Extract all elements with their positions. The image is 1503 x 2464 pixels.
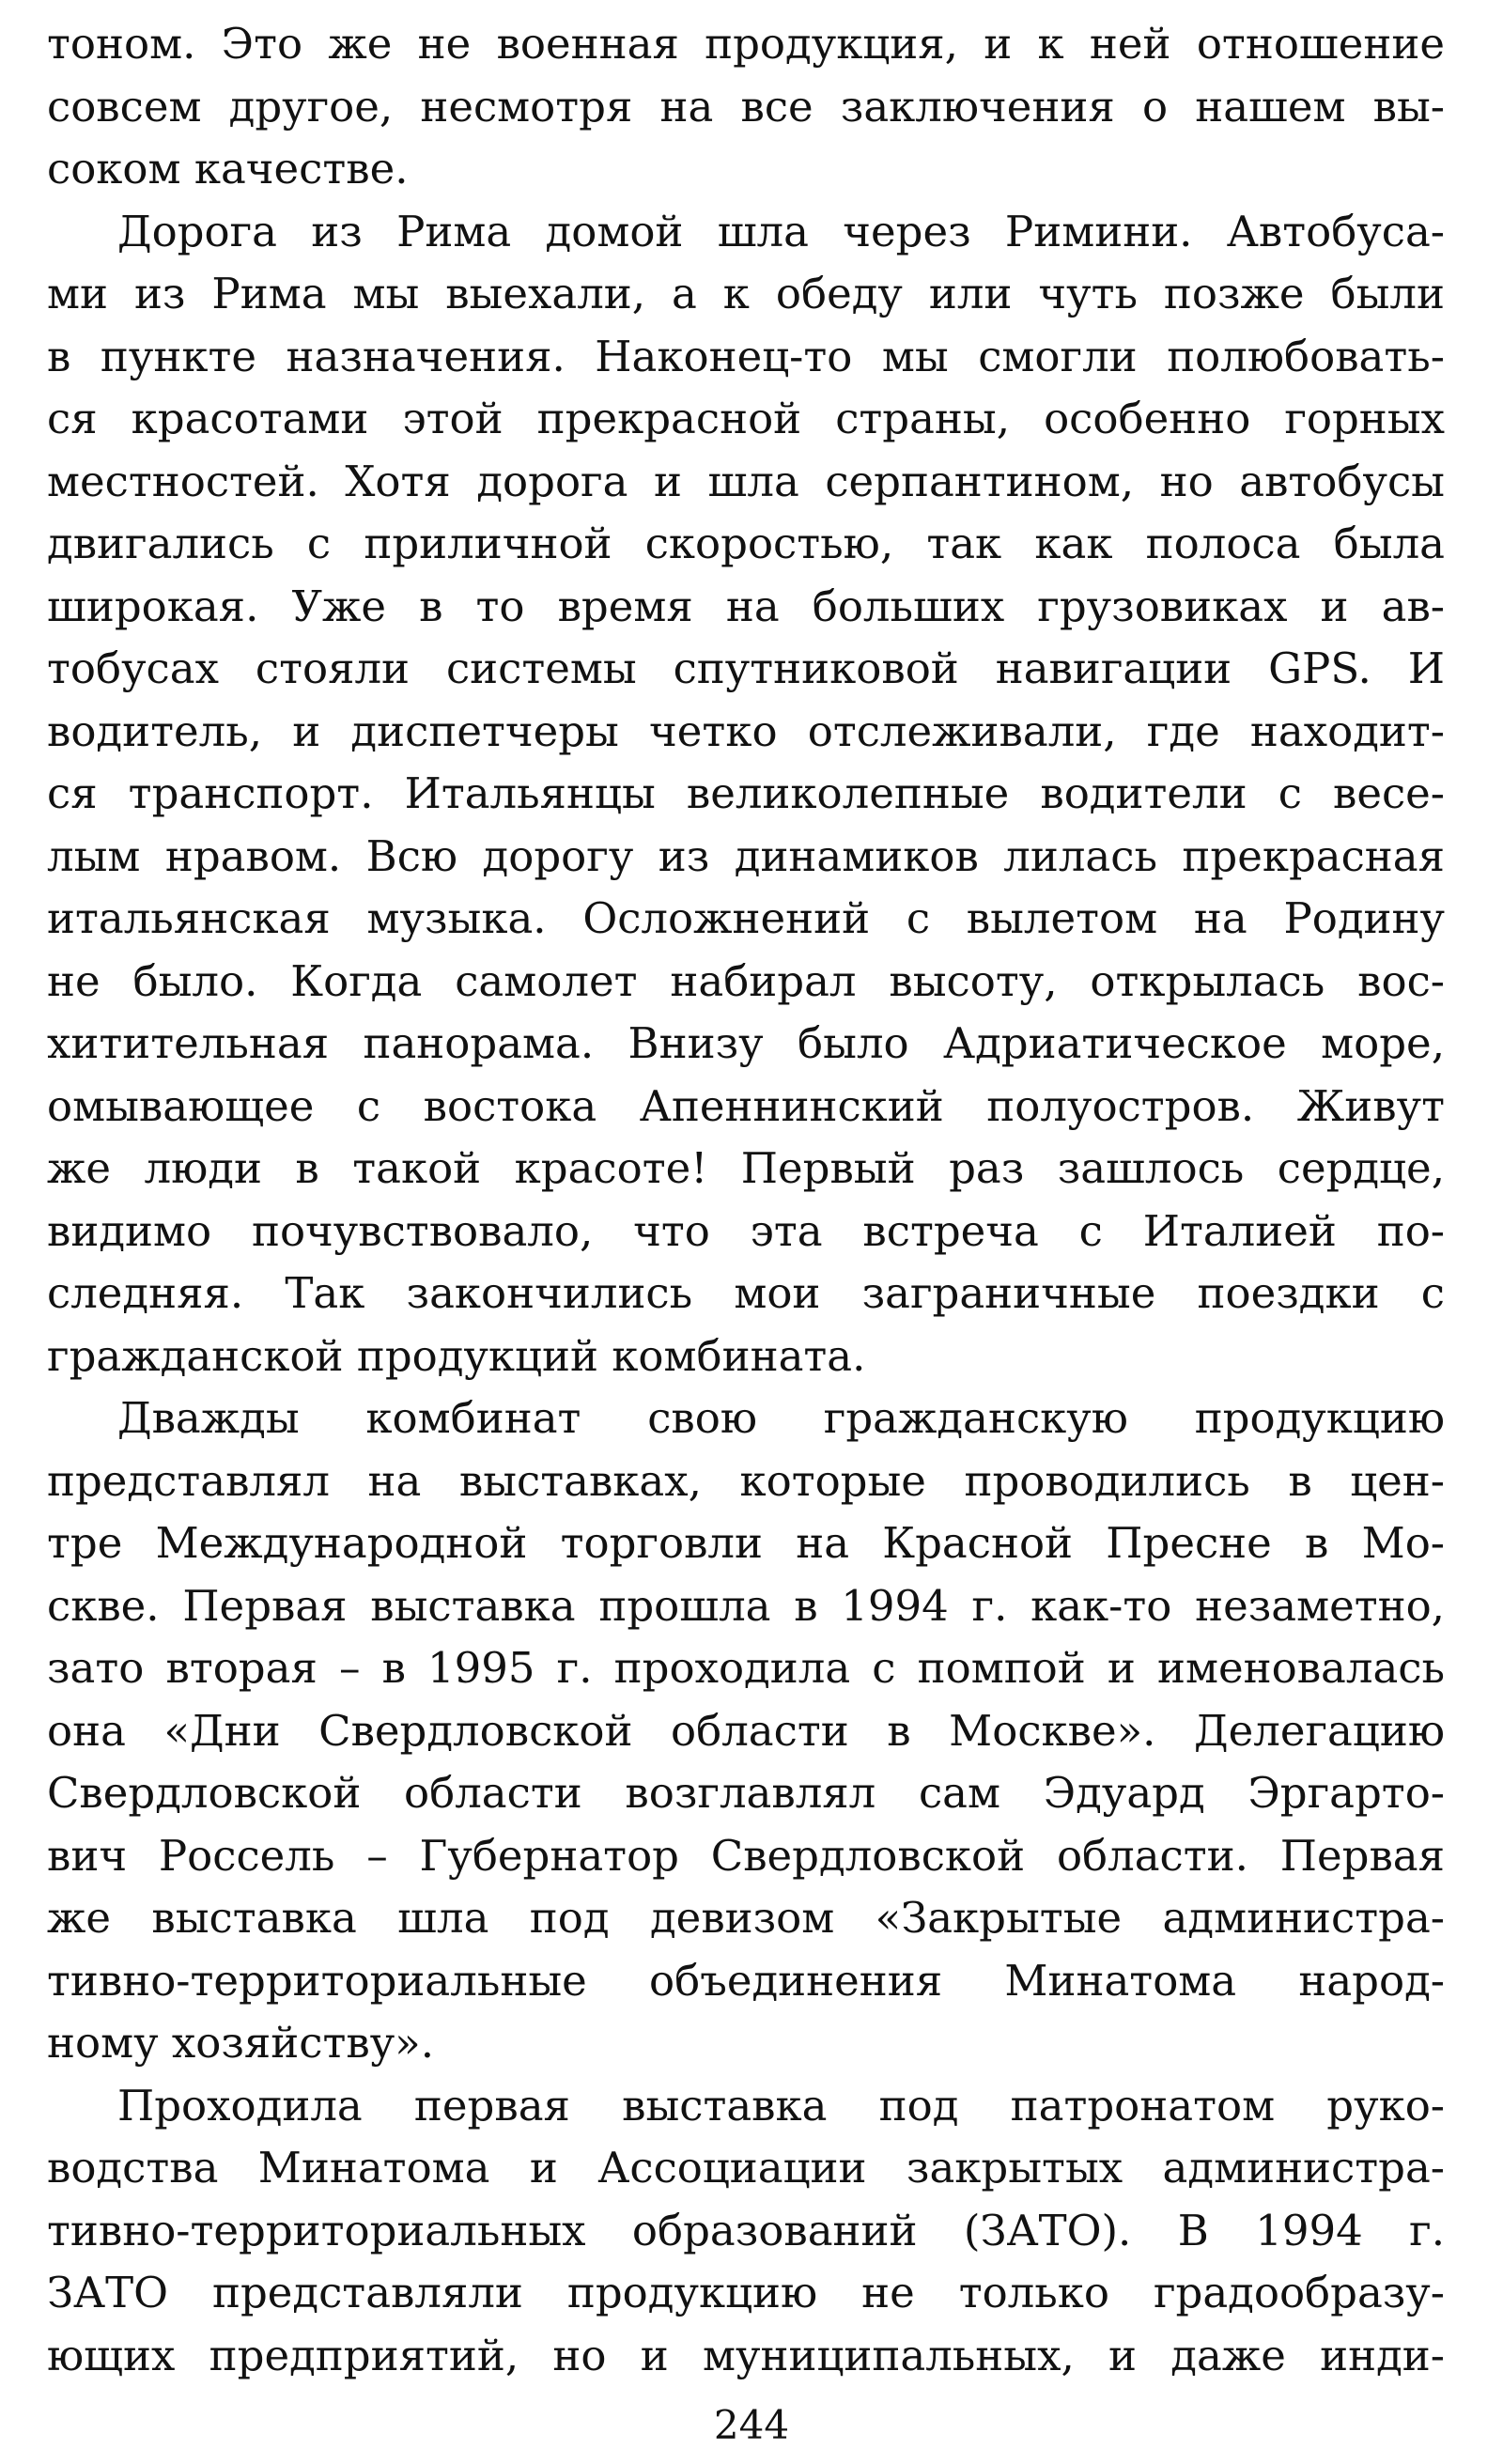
text-line: тивно-территориальных образований (ЗАТО). В 1994 г. [47, 2205, 1445, 2255]
text-line: широкая. Уже в то время на больших грузовиках и ав- [47, 581, 1445, 631]
text-line: представлял на выставках, которые проводились в цен- [47, 1455, 1445, 1506]
text-line: не было. Когда самолет набирал высоту, открылась вос- [47, 955, 1445, 1006]
text-line: омывающее с востока Апеннинский полуостров. Живут [47, 1080, 1445, 1131]
text-line: же выставка шла под девизом «Закрытые администра- [47, 1893, 1445, 1943]
text-line: ся транспорт. Итальянцы великолепные водители с весе- [47, 768, 1445, 818]
text-line: она «Дни Свердловской области в Москве». Делегацию [47, 1705, 1445, 1756]
text-line: водства Минатома и Ассоциации закрытых администра- [47, 2143, 1445, 2193]
text-line: ЗАТО представляли продукцию не только градообразу- [47, 2268, 1445, 2317]
book-page [47, 13, 1445, 2387]
text-line: скве. Первая выставка прошла в 1994 г. как-то незаметно, [47, 1580, 1445, 1631]
text-line: гражданской продукций комбината. [47, 1330, 866, 1381]
text-line: лым нравом. Всю дорогу из динамиков лилась прекрасная [47, 830, 1445, 881]
text-line: зато вторая – в 1995 г. проходила с помпой и именовалась [47, 1643, 1445, 1693]
text-line: водитель, и диспетчеры четко отслеживали, где находит- [47, 705, 1445, 756]
text-line: соком качестве. [47, 144, 409, 194]
text-line: двигались с приличной скоростью, так как полоса была [47, 519, 1445, 568]
text-line: вич Россель – Губернатор Свердловской области. Первая [47, 1830, 1445, 1881]
text-line: Дважды комбинат свою гражданскую продукцию [117, 1393, 1445, 1443]
text-line: тоном. Это же не военная продукция, и к ней отношение [47, 19, 1445, 69]
text-line: итальянская музыка. Осложнений с вылетом на Родину [47, 893, 1445, 943]
paragraph-3 [47, 1387, 1445, 2075]
paragraph-2 [47, 201, 1445, 1388]
text-line: следняя. Так закончились мои заграничные поездки с [47, 1268, 1445, 1318]
text-line: ющих предприятий, но и муниципальных, и даже инди- [47, 2330, 1445, 2380]
text-line: тобусах стояли системы спутниковой навигации GPS. И [47, 643, 1445, 693]
paragraph-4 [47, 2075, 1445, 2388]
paragraph-1 [47, 13, 1445, 201]
text-line: хитительная панорама. Внизу было Адриатическое море, [47, 1018, 1445, 1068]
text-line: ми из Рима мы выехали, а к обеду или чуть позже были [47, 269, 1445, 318]
text-line: Дорога из Рима домой шла через Римини. Автобуса- [117, 206, 1445, 256]
text-line: Проходила первая выставка под патронатом руко- [117, 2080, 1445, 2131]
text-line: совсем другое, несмотря на все заключения о нашем вы- [47, 81, 1445, 132]
text-line: тре Международной торговли на Красной Пресне в Мо- [47, 1518, 1445, 1568]
text-line: видимо почувствовало, что эта встреча с Италией по- [47, 1205, 1445, 1256]
text-line: в пункте назначения. Наконец-то мы смогли полюбовать- [47, 331, 1445, 381]
page-number: 244 [713, 2402, 790, 2448]
text-line: тивно-территориальные объединения Минатома народ- [47, 1955, 1445, 2006]
text-line: местностей. Хотя дорога и шла серпантином, но автобусы [47, 456, 1445, 506]
text-line: Свердловской области возглавлял сам Эдуард Эргарто- [47, 1768, 1445, 1818]
text-line: ному хозяйству». [47, 2018, 435, 2068]
text-line: ся красотами этой прекрасной страны, особенно горных [47, 394, 1445, 443]
text-line: же люди в такой красоте! Первый раз зашлось сердце, [47, 1143, 1445, 1193]
